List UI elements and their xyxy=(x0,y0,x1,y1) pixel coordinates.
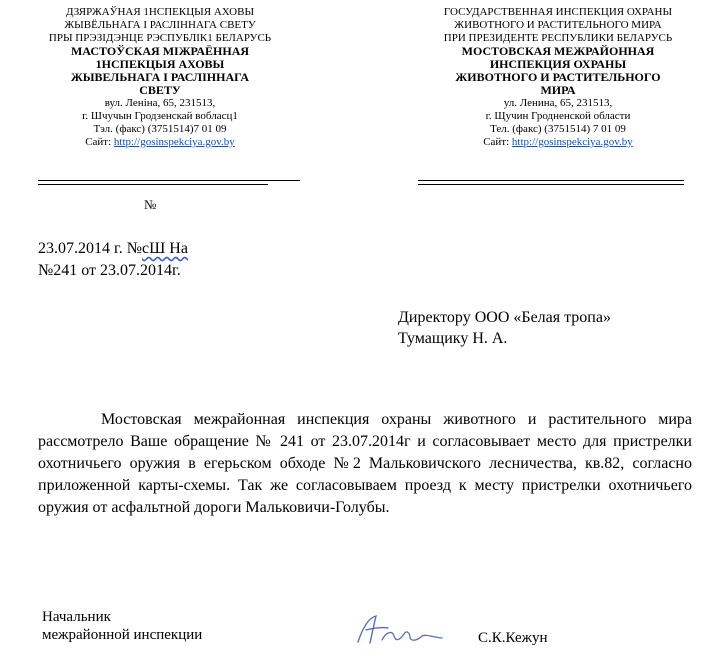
header-left-name-line4: СВЕТУ xyxy=(139,83,181,97)
header-right-site xyxy=(418,136,698,149)
signatory-title-line-2: межрайонной инспекции xyxy=(42,627,203,643)
reference-line-2: №241 от 23.07.2014г. xyxy=(38,262,181,279)
header-left-site-label: Сайт: xyxy=(85,136,112,148)
header-right-address2: г. Щучин Гродненской области xyxy=(485,110,631,122)
header-left-name-line1: МАСТОЎСКАЯ МІЖРАЁННАЯ xyxy=(70,44,250,58)
header-divider-left-bottom xyxy=(38,184,268,185)
header-left-address2: г. Шчучын Гродзенскай вобласц1 xyxy=(82,110,238,122)
signatory-title-line-1: Начальник xyxy=(42,609,111,625)
outgoing-number-mark: № xyxy=(144,197,157,212)
header-right-site-link[interactable]: http://gosinspekciya.gov.by xyxy=(511,136,633,148)
header-right-name-line4: МИРА xyxy=(540,83,576,97)
handwritten-signature xyxy=(352,610,452,650)
header-right-address1: ул. Ленина, 65, 231513, xyxy=(503,97,613,109)
reference-code: сШ На xyxy=(142,240,188,257)
header-right-name-line1: МОСТОВСКАЯ МЕЖРАЙОННАЯ xyxy=(461,44,655,58)
header-divider-right-top xyxy=(418,180,684,181)
header-right-name-line3: ЖИВОТНОГО И РАСТИТЕЛЬНОГО xyxy=(455,70,661,84)
header-left-name-line2: 1НСПЕКЦЫЯ АХОВЫ xyxy=(95,57,225,71)
letter-body: Мостовская межрайонная инспекция охраны животного и растительного мира рассмотрело Ваше обращение № 241 от 23.07.2014г и согласовывает место для пристрелки охотничьего оружия в егерьском обходе №2 Мальковичского лесничества, кв.82, согласно приложенной карты-схемы. Так же согласовываем проезд к месту пристрелки охотничьего оружия от асфальтной дороги Мальковичи-Голубы. xyxy=(38,411,692,516)
header-right-name-line2: ИНСПЕКЦИЯ ОХРАНЫ xyxy=(489,57,627,71)
header-left-org-line3: ПРЫ ПРЭЗІДЭНЦЕ РЭСПУБЛІК1 БЕЛАРУСЬ xyxy=(48,32,272,44)
header-right-org-line3: ПРИ ПРЕЗИДЕНТЕ РЕСПУБЛИКИ БЕЛАРУСЬ xyxy=(443,32,673,44)
header-right-phone: Тел. (факс) (3751514) 7 01 09 xyxy=(490,123,626,135)
header-left-org-line1: ДЗЯРЖАЎНАЯ 1НСПЕКЦЫЯ АХОВЫ xyxy=(65,6,255,18)
signatory-name: С.К.Кежун xyxy=(478,630,548,646)
header-right-org-line1: ГОСУДАРСТВЕННАЯ ИНСПЕКЦИЯ ОХРАНЫ xyxy=(443,6,673,18)
header-right-org-line2: ЖИВОТНОГО И РАСТИТЕЛЬНОГО МИРА xyxy=(454,19,662,31)
header-left xyxy=(30,6,290,149)
reference-line-1 xyxy=(38,240,188,258)
signature-stroke-2 xyxy=(382,632,442,640)
header-right-site-label: Сайт: xyxy=(483,136,510,148)
header-right xyxy=(418,6,698,149)
addressee-line-1: Директору ООО «Белая тропа» xyxy=(398,309,611,326)
reference-date-number: 23.07.2014 г. № xyxy=(38,240,143,257)
addressee-line-2: Тумащику Н. А. xyxy=(398,330,508,347)
header-left-org-line2: ЖЫВЁЛЬНАГА І РАСЛІННАГА СВЕТУ xyxy=(64,19,256,31)
header-divider-right-bottom xyxy=(418,184,684,185)
header-left-address1: вул. Леніна, 65, 231513, xyxy=(104,97,216,109)
header-left-site xyxy=(30,136,290,149)
header-left-site-link[interactable]: http://gosinspekciya.gov.by xyxy=(113,136,235,148)
signature-stroke-1 xyxy=(358,616,388,643)
header-left-name-line3: ЖЫВЕЛЬНАГА І РАСЛІННАГА xyxy=(70,70,250,84)
header-divider-left-top xyxy=(38,180,300,181)
header-left-phone: Тэл. (факс) (3751514)7 01 09 xyxy=(93,123,227,135)
